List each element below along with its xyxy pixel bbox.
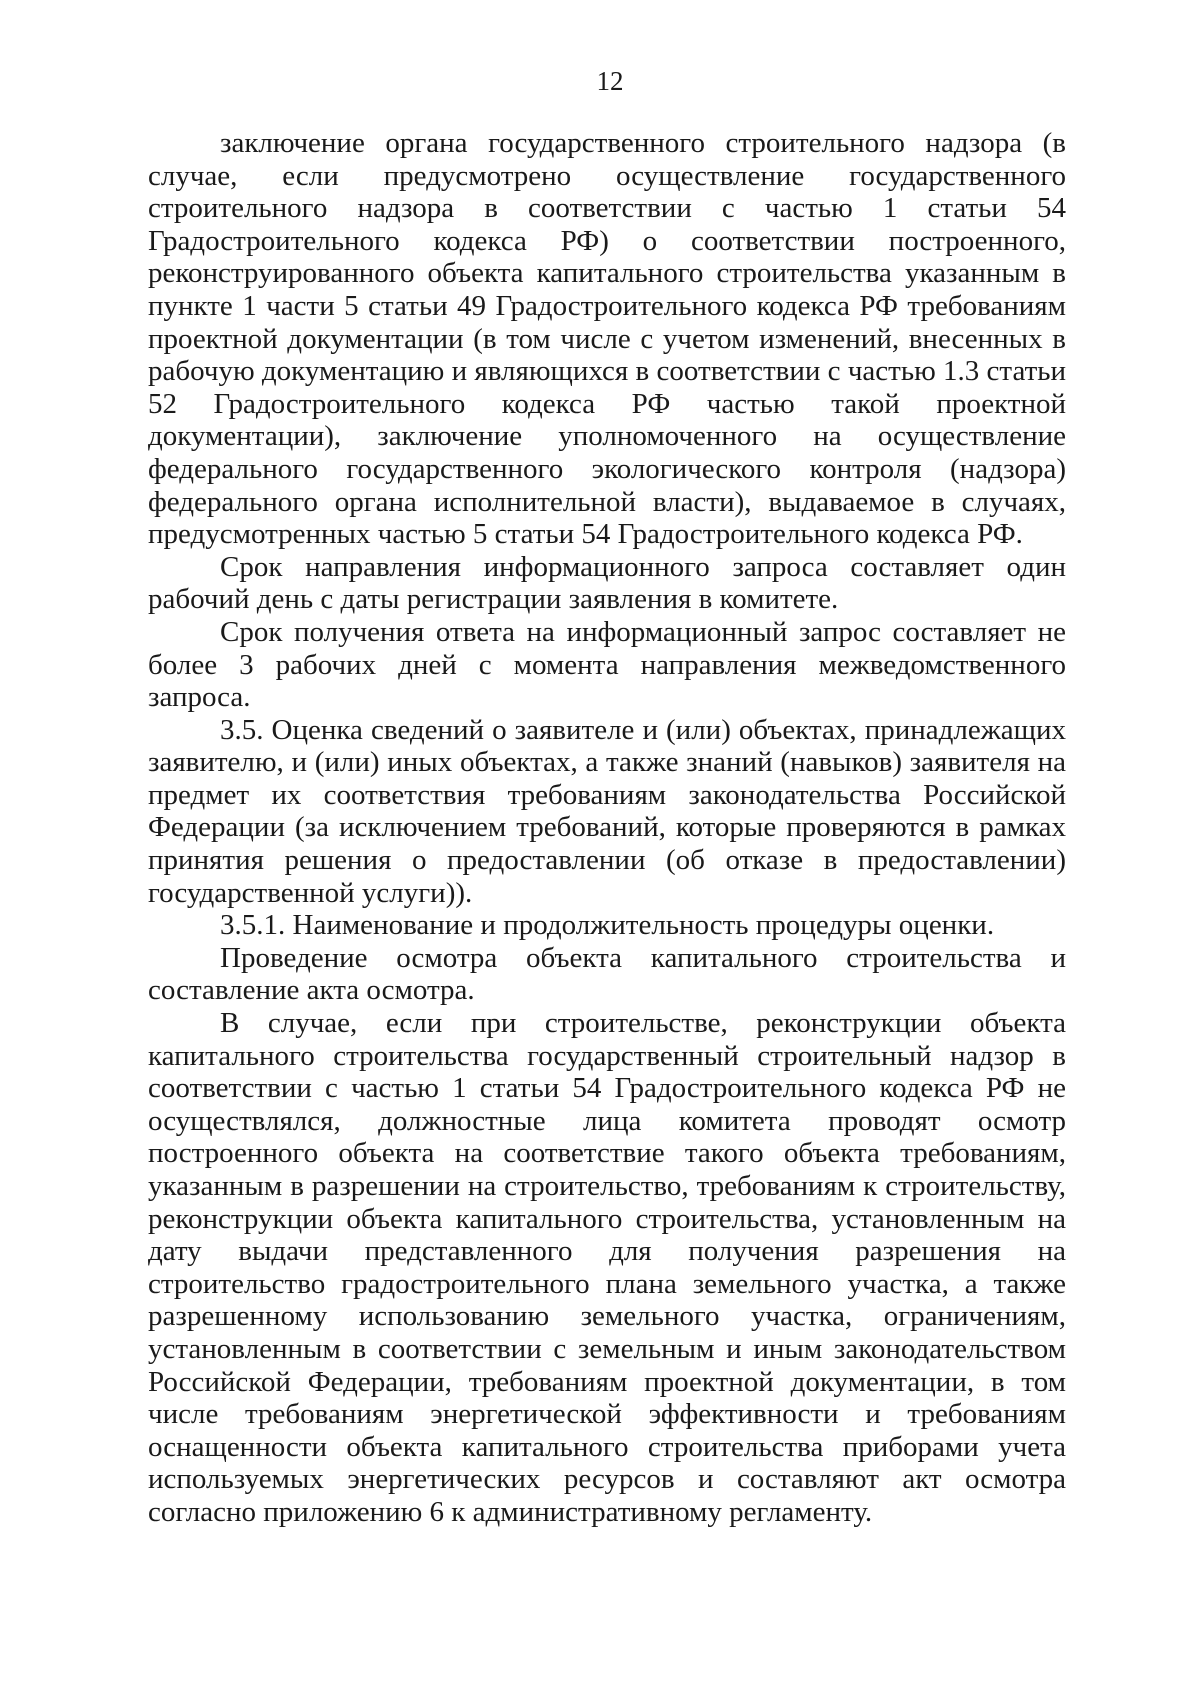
paragraph-conclusion: заключение органа государственного строительного надзора (в случае, если предусмотрено осуществление государственного строительного надзора в соответствии с частью 1 статьи 54 Градостроительного кодекса РФ) о соответствии построенного, реконструированного объекта капитального строительства указанным в пункте 1 части 5 статьи 49 Градостроительного кодекса РФ требованиям проектной документации (в том числе с учетом изменений, внесенных в рабочую документацию и являющихся в соответствии с частью 1.3 статьи 52 Градостроительного кодекса РФ частью такой проектной документации), заключение уполномоченного на осуществление федерального государственного экологического контроля (надзора) федерального органа исполнительной власти), выдаваемое в случаях, предусмотренных частью 5 статьи 54 Градостроительного кодекса РФ. <box>148 127 1066 551</box>
paragraph-inspection: Проведение осмотра объекта капитального строительства и составление акта осмотра. <box>148 941 1066 1007</box>
paragraph-inspection-details: В случае, если при строительстве, реконструкции объекта капитального строительства государственный строительный надзор в соответствии с частью 1 статьи 54 Градостроительного кодекса РФ не осуществлялся, должностные лица комитета проводят осмотр построенного объекта на соответствие такого объекта требованиям, указанным в разрешении на строительство, требованиям к строительству, реконструкции объекта капитального строительства, установленным на дату выдачи представленного для получения разрешения на строительство градостроительного плана земельного участка, а также разрешенному использованию земельного участка, ограничениям, установленным в соответствии с земельным и иным законодательством Российской Федерации, требованиям проектной документации, в том числе требованиям энергетической эффективности и требованиям оснащенности объекта капитального строительства приборами учета используемых энергетических ресурсов и составляют акт осмотра согласно приложению 6 к административному регламенту. <box>148 1007 1066 1528</box>
page-number: 12 <box>596 66 624 96</box>
paragraph-section-3-5: 3.5. Оценка сведений о заявителе и (или) объектах, принадлежащих заявителю, и (или) иных объектах, а также знаний (навыков) заявителя на предмет их соответствия требованиям законодательства Российской Федерации (за исключением требований, которые проверяются в рамках принятия решения о предоставлении (об отказе в предоставлении) государственной услуги)). <box>148 713 1066 909</box>
paragraph-response-deadline: Срок получения ответа на информационный запрос составляет не более 3 рабочих дней с момента направления межведомственного запроса. <box>148 615 1066 714</box>
paragraph-request-deadline: Срок направления информационного запроса составляет один рабочий день с даты регистрации заявления в комитете. <box>148 550 1066 616</box>
paragraph-section-3-5-1: 3.5.1. Наименование и продолжительность процедуры оценки. <box>220 909 995 942</box>
document-body <box>148 127 1066 1529</box>
